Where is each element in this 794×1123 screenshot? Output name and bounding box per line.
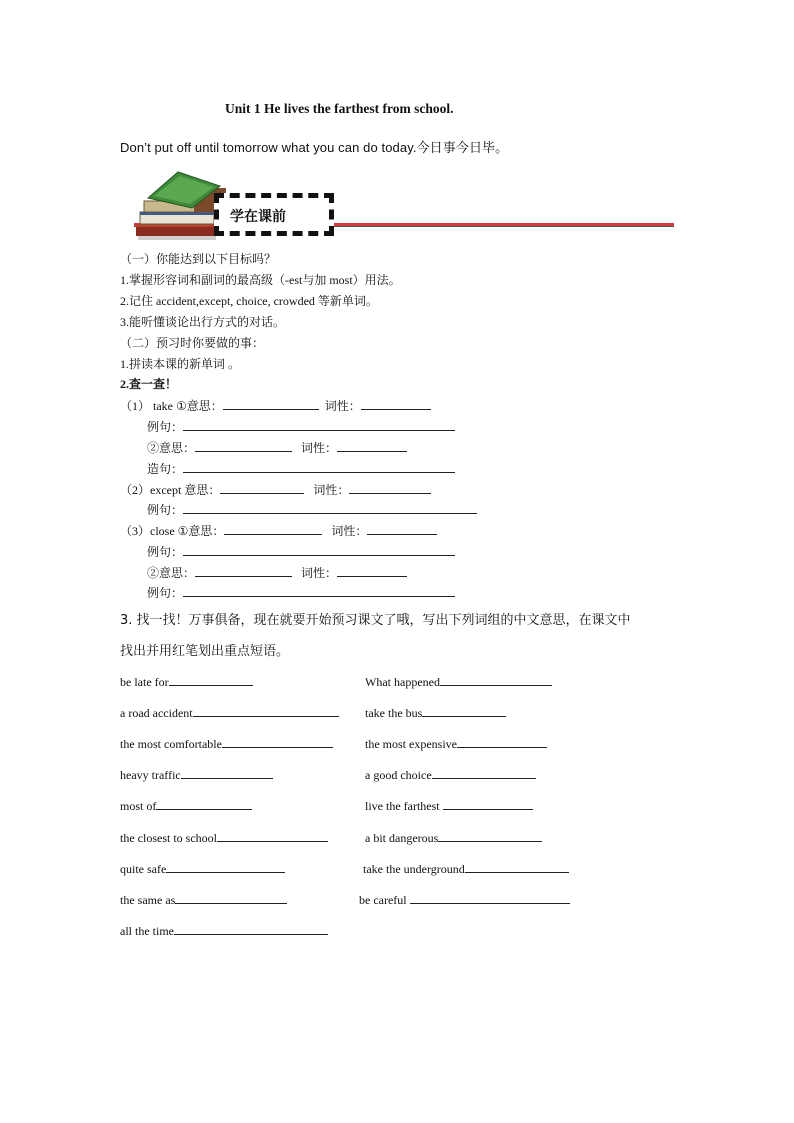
phrase-item: a road accident [120,704,339,721]
take-meaning2-blank[interactable] [195,439,292,452]
phrase-item: take the bus [365,704,506,721]
phrase-item: live the farthest [365,797,533,814]
phrase-item: What happened [365,673,552,690]
cixing-label: 词性： [331,524,368,538]
section-label: 学在课前 [230,209,286,225]
except-label: （2）except 意思： [120,483,221,497]
goal-item: 3.能听懂谈论出行方式的对话。 [120,315,286,329]
close-meaning-blank[interactable] [224,522,322,535]
take-row [120,397,431,414]
phrase-blank[interactable] [175,891,287,904]
close-label: （3）close ①意思： [120,524,225,538]
phrase-blank[interactable] [432,766,536,779]
close-meaning2-row [147,564,407,581]
except-meaning-blank[interactable] [220,481,304,494]
phrase-blank[interactable] [457,735,547,748]
take-example-row [147,418,455,435]
take-meaning2-row [147,439,407,456]
cixing-label: 词性： [324,399,361,413]
task3-line2: 找出并用红笔划出重点短语。 [120,644,290,659]
phrase-blank[interactable] [222,735,333,748]
example-label: 例句： [147,503,184,517]
close-example2-row [147,584,455,601]
take-sentence-blank[interactable] [183,460,455,473]
goal-item: 1.掌握形容词和副词的最高级（-est与加 most）用法。 [120,273,401,287]
take-example-blank[interactable] [183,418,455,431]
except-example-blank[interactable] [183,501,477,514]
phrase-item: all the time [120,922,328,939]
close-row [120,522,437,539]
except-row [120,481,431,498]
meaning2-label: ②意思： [147,441,196,455]
phrase-item: the most expensive [365,735,547,752]
phrase-blank[interactable] [174,922,328,935]
phrase-item: be careful [359,891,570,908]
phrase-item: be late for [120,673,253,690]
close-example-row [147,543,455,560]
phrase-blank[interactable] [156,797,252,810]
example-label: 例句： [147,420,184,434]
except-example-row [147,501,477,518]
cixing-label: 词性： [313,483,350,497]
phrase-item: a bit dangerous [365,829,542,846]
goal-item: 2.记住 accident,except, choice, crowded 等新单词。 [120,294,378,308]
phrase-blank[interactable] [181,766,273,779]
except-pos-blank[interactable] [349,481,431,494]
take-sentence-row [147,460,455,477]
motto: Don’t put off until tomorrow what you can do today.今日事今日毕。 [120,140,509,155]
phrase-item: a good choice [365,766,536,783]
cixing-label: 词性： [301,566,338,580]
prep-item2: 2.查一查！ [120,377,178,391]
phrase-item: heavy traffic [120,766,273,783]
take-meaning-blank[interactable] [223,397,319,410]
take-label: （1） take ①意思： [120,399,223,413]
make-sentence-label: 造句： [147,462,184,476]
unit-title: Unit 1 He lives the farthest from school. [225,101,454,116]
phrase-item: the most comfortable [120,735,333,752]
phrase-item: the same as [120,891,287,908]
phrase-item: take the underground [363,860,569,877]
meaning2-label: ②意思： [147,566,196,580]
phrase-item: the closest to school [120,829,328,846]
phrase-blank[interactable] [422,704,506,717]
task3-line1: 3. 找一找！万事俱备，现在就要开始预习课文了哦，写出下列词组的中文意思，在课文中 [120,613,631,628]
prep-item1: 1.拼读本课的新单词 。 [120,357,241,371]
close-example-blank[interactable] [183,543,455,556]
phrase-item: quite safe [120,860,285,877]
phrase-blank[interactable] [169,673,253,686]
phrase-item: most of [120,797,252,814]
phrase-blank[interactable] [443,797,533,810]
example-label: 例句： [147,586,184,600]
example-label: 例句： [147,545,184,559]
take-pos-blank[interactable] [361,397,431,410]
close-meaning2-blank[interactable] [195,564,292,577]
phrase-blank[interactable] [217,829,328,842]
close-pos-blank[interactable] [367,522,437,535]
cixing-label: 词性： [301,441,338,455]
phrase-blank[interactable] [465,860,569,873]
phrase-blank[interactable] [193,704,339,717]
close-example2-blank[interactable] [183,584,455,597]
take-pos2-blank[interactable] [337,439,407,452]
close-pos2-blank[interactable] [337,564,407,577]
phrase-blank[interactable] [438,829,542,842]
phrase-blank[interactable] [410,891,570,904]
phrase-blank[interactable] [166,860,285,873]
prep-heading: （二）预习时你要做的事： [120,336,265,350]
goals-heading: （一）你能达到以下目标吗？ [120,252,277,266]
phrase-blank[interactable] [440,673,552,686]
